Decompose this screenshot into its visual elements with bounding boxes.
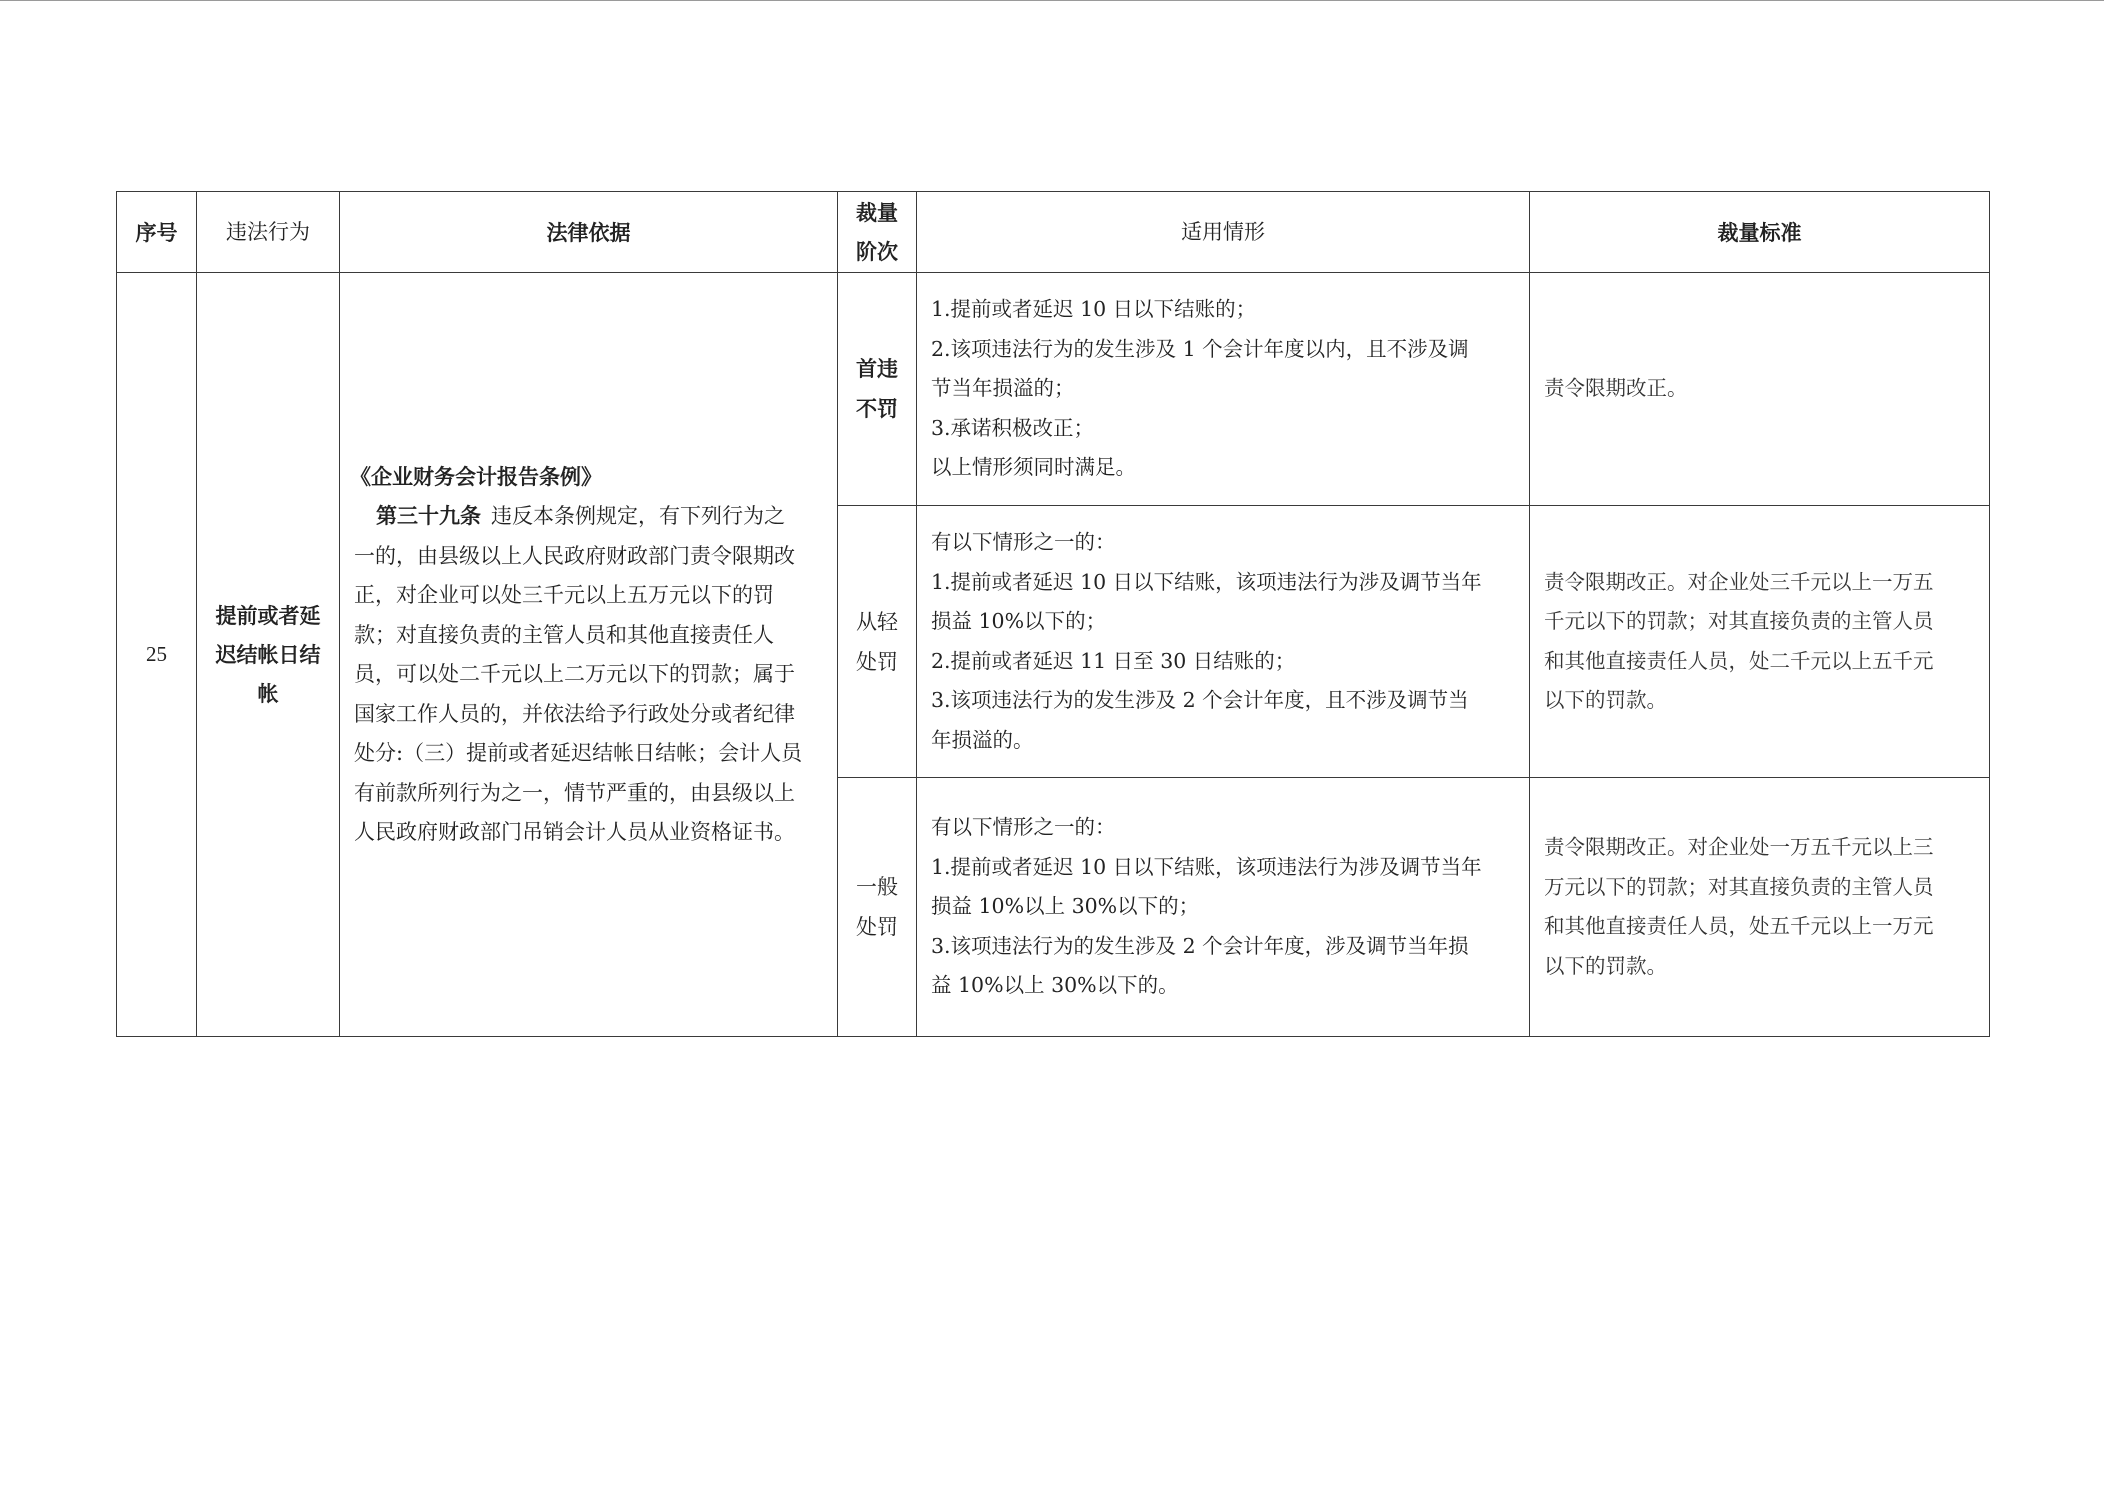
condition-line: 损益 10%以下的； bbox=[931, 609, 1107, 633]
standard-line: 责令限期改正。 bbox=[1544, 376, 1688, 401]
condition-line: 3.该项违法行为的发生涉及 2 个会计年度，涉及调节当年损 bbox=[931, 933, 1469, 958]
standard-line: 和其他直接责任人员，处五千元以上一万元 bbox=[1544, 914, 1934, 938]
conditions-cell bbox=[917, 778, 1530, 1037]
standard-line: 万元以下的罚款；对其直接负责的主管人员 bbox=[1544, 874, 1934, 899]
legal-line bbox=[354, 496, 823, 537]
standard-cell bbox=[1530, 778, 1990, 1037]
standard-line: 责令限期改正。对企业处一万五千元以上三 bbox=[1544, 835, 1934, 859]
conditions-cell bbox=[917, 273, 1530, 506]
tier-first-offense bbox=[838, 273, 917, 506]
header-violation: 违法行为 bbox=[197, 192, 340, 273]
condition-line: 以上情形须同时满足。 bbox=[931, 455, 1136, 480]
header-tier bbox=[838, 192, 917, 273]
legal-line: 人民政府财政部门吊销会计人员从业资格证书。 bbox=[354, 820, 795, 844]
standard-cell bbox=[1530, 273, 1990, 506]
condition-line: 损益 10%以上 30%以下的； bbox=[931, 894, 1200, 919]
tier-line: 首违 bbox=[856, 356, 898, 381]
legal-line: 正，对企业可以处三千元以上五万元以下的罚 bbox=[354, 583, 774, 607]
header-tier-line2: 阶次 bbox=[856, 239, 898, 264]
tier-lenient bbox=[838, 506, 917, 778]
header-no: 序号 bbox=[117, 192, 197, 273]
standard-line: 责令限期改正。对企业处三千元以上一万五 bbox=[1544, 569, 1934, 594]
table-row bbox=[117, 273, 1990, 506]
standard-line: 以下的罚款。 bbox=[1544, 688, 1667, 712]
condition-line: 3.承诺积极改正； bbox=[931, 415, 1095, 440]
condition-line: 益 10%以上 30%以下的。 bbox=[931, 973, 1179, 998]
legal-line-text: 违反本条例规定，有下列行为之 bbox=[491, 504, 785, 528]
condition-line: 节当年损溢的； bbox=[931, 376, 1075, 401]
standard-cell bbox=[1530, 506, 1990, 778]
header-conditions: 适用情形 bbox=[917, 192, 1530, 273]
violation-line: 帐 bbox=[257, 681, 279, 706]
legal-title: 《企业财务会计报告条例》 bbox=[350, 463, 602, 489]
record-number: 25 bbox=[117, 273, 197, 1037]
tier-line: 从轻 bbox=[856, 609, 898, 634]
condition-line: 1.提前或者延迟 10 日以下结账的； bbox=[931, 297, 1257, 322]
tier-general bbox=[838, 778, 917, 1037]
condition-line: 2.该项违法行为的发生涉及 1 个会计年度以内，且不涉及调 bbox=[931, 336, 1469, 361]
header-standard: 裁量标准 bbox=[1530, 192, 1990, 273]
page-top-rule bbox=[0, 0, 2104, 1]
violation-line: 迟结帐日结 bbox=[215, 642, 321, 667]
condition-line: 2.提前或者延迟 11 日至 30 日结账的； bbox=[931, 648, 1296, 673]
condition-line: 有以下情形之一的： bbox=[931, 815, 1116, 840]
standard-line: 和其他直接责任人员，处二千元以上五千元 bbox=[1544, 648, 1934, 673]
condition-line: 1.提前或者延迟 10 日以下结账，该项违法行为涉及调节当年 bbox=[931, 569, 1482, 594]
condition-line: 年损溢的。 bbox=[931, 727, 1034, 752]
legal-line: 员，可以处二千元以上二万元以下的罚款；属于 bbox=[354, 662, 795, 686]
header-row bbox=[117, 192, 1990, 273]
violation-cell bbox=[197, 273, 340, 1037]
violation-line: 提前或者延 bbox=[215, 603, 321, 628]
header-tier-line1: 裁量 bbox=[856, 200, 898, 225]
conditions-cell bbox=[917, 506, 1530, 778]
tier-line: 处罚 bbox=[856, 649, 898, 674]
legal-line: 一的，由县级以上人民政府财政部门责令限期改 bbox=[354, 543, 795, 568]
legal-line: 处分:（三）提前或者延迟结帐日结帐；会计人员 bbox=[354, 741, 803, 765]
legal-line: 国家工作人员的，并依法给予行政处分或者纪律 bbox=[354, 701, 795, 726]
tier-line: 一般 bbox=[856, 875, 898, 899]
tier-line: 不罚 bbox=[856, 396, 898, 421]
legal-basis-cell bbox=[340, 273, 838, 1037]
tier-line: 处罚 bbox=[856, 915, 898, 939]
header-legal-basis: 法律依据 bbox=[340, 192, 838, 273]
condition-line: 1.提前或者延迟 10 日以下结账，该项违法行为涉及调节当年 bbox=[931, 854, 1482, 879]
penalty-discretion-table bbox=[116, 191, 1990, 1037]
legal-line: 款；对直接负责的主管人员和其他直接责任人 bbox=[354, 622, 774, 647]
standard-line: 以下的罚款。 bbox=[1544, 953, 1667, 978]
condition-line: 3.该项违法行为的发生涉及 2 个会计年度，且不涉及调节当 bbox=[931, 688, 1469, 712]
standard-line: 千元以下的罚款；对其直接负责的主管人员 bbox=[1544, 609, 1934, 633]
legal-line: 有前款所列行为之一，情节严重的，由县级以上 bbox=[354, 780, 795, 805]
condition-line: 有以下情形之一的： bbox=[931, 530, 1116, 554]
article-number: 第三十九条 bbox=[376, 503, 481, 528]
